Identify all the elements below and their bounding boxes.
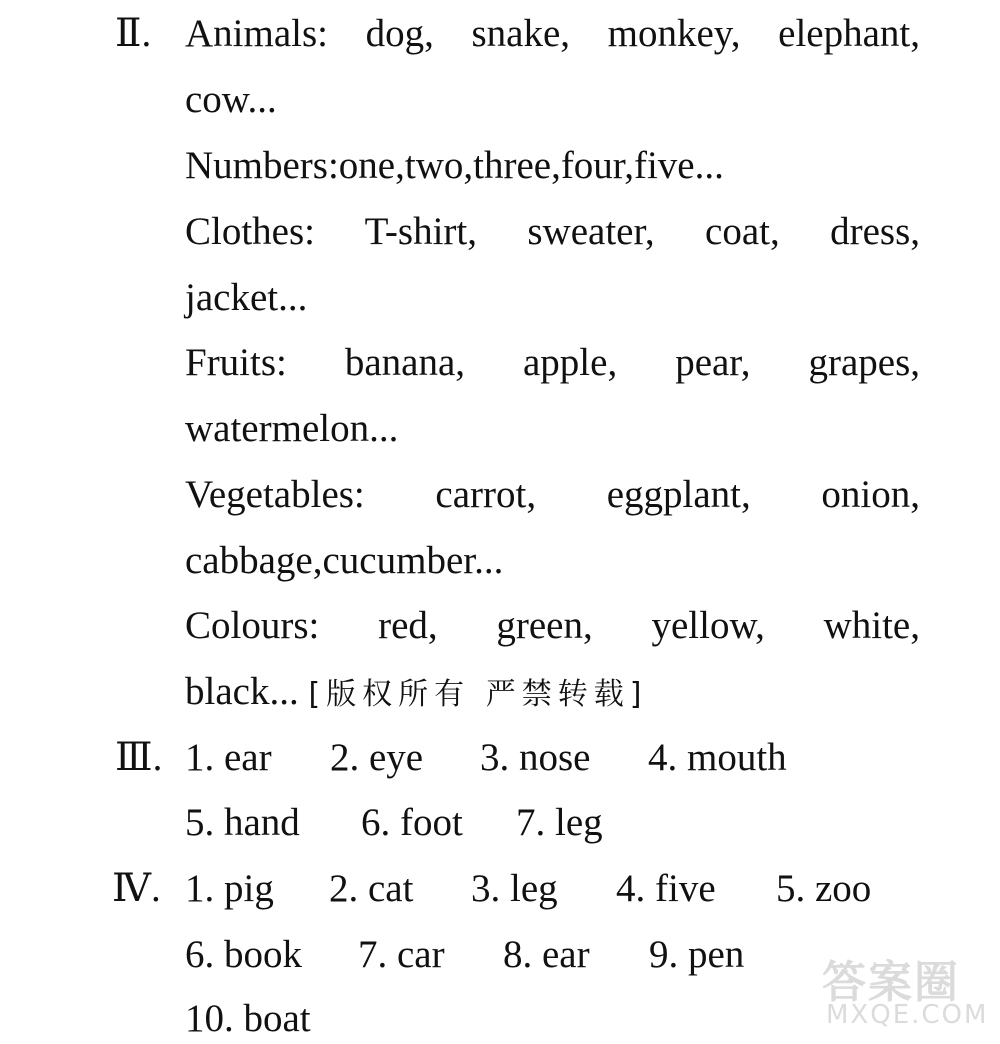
list-item: 6. foot	[361, 801, 463, 844]
list-item: 4. mouth	[648, 736, 787, 779]
list-item: 5. zoo	[776, 867, 872, 910]
section-3-row-1	[185, 733, 787, 783]
list-item: 3. nose	[480, 736, 591, 779]
fruits-line-2: watermelon...	[185, 407, 399, 450]
copyright-notice: [版权所有 严禁转载]	[308, 677, 648, 712]
vegetables-line-2: cabbage,cucumber...	[185, 539, 504, 582]
list-item: 1. ear	[185, 736, 272, 779]
section-4-row-3	[185, 994, 311, 1044]
list-item: 8. ear	[503, 933, 590, 976]
list-item: 7. leg	[516, 801, 603, 844]
section-2-numeral: Ⅱ.	[115, 12, 152, 55]
animals-line-1: Animals: dog, snake, monkey, elephant,	[185, 12, 920, 55]
list-item: 10. boat	[185, 997, 311, 1040]
section-4-row-2	[185, 930, 744, 980]
list-item: 1. pig	[185, 867, 274, 910]
list-item: 9. pen	[649, 933, 745, 976]
list-item: 2. eye	[330, 736, 424, 779]
watermark-logo	[802, 944, 992, 1034]
numbers-line: Numbers:one,two,three,four,five...	[185, 144, 724, 187]
colours-line-2	[185, 667, 647, 720]
vegetables-line-1: Vegetables: carrot, eggplant, onion,	[185, 473, 920, 516]
clothes-line-2: jacket...	[185, 276, 308, 319]
section-3-row-2	[185, 798, 603, 848]
animals-line-2: cow...	[185, 78, 277, 121]
watermark-url: MXQE.COM	[826, 1000, 989, 1030]
section-4-numeral: Ⅳ.	[112, 867, 161, 910]
colours-line-1: Colours: red, green, yellow, white,	[185, 604, 920, 647]
list-item: 2. cat	[329, 867, 414, 910]
list-item: 3. leg	[471, 867, 558, 910]
list-item: 5. hand	[185, 801, 300, 844]
clothes-line-1: Clothes: T-shirt, sweater, coat, dress,	[185, 210, 920, 253]
colours-line-2-text: black...	[185, 670, 299, 713]
list-item: 4. five	[616, 867, 716, 910]
section-3-numeral: Ⅲ.	[115, 736, 163, 779]
list-item: 6. book	[185, 933, 302, 976]
fruits-line-1: Fruits: banana, apple, pear, grapes,	[185, 341, 920, 384]
watermark-title: 答案圈	[822, 957, 960, 1008]
list-item: 7. car	[358, 933, 445, 976]
section-4-row-1	[185, 864, 871, 914]
